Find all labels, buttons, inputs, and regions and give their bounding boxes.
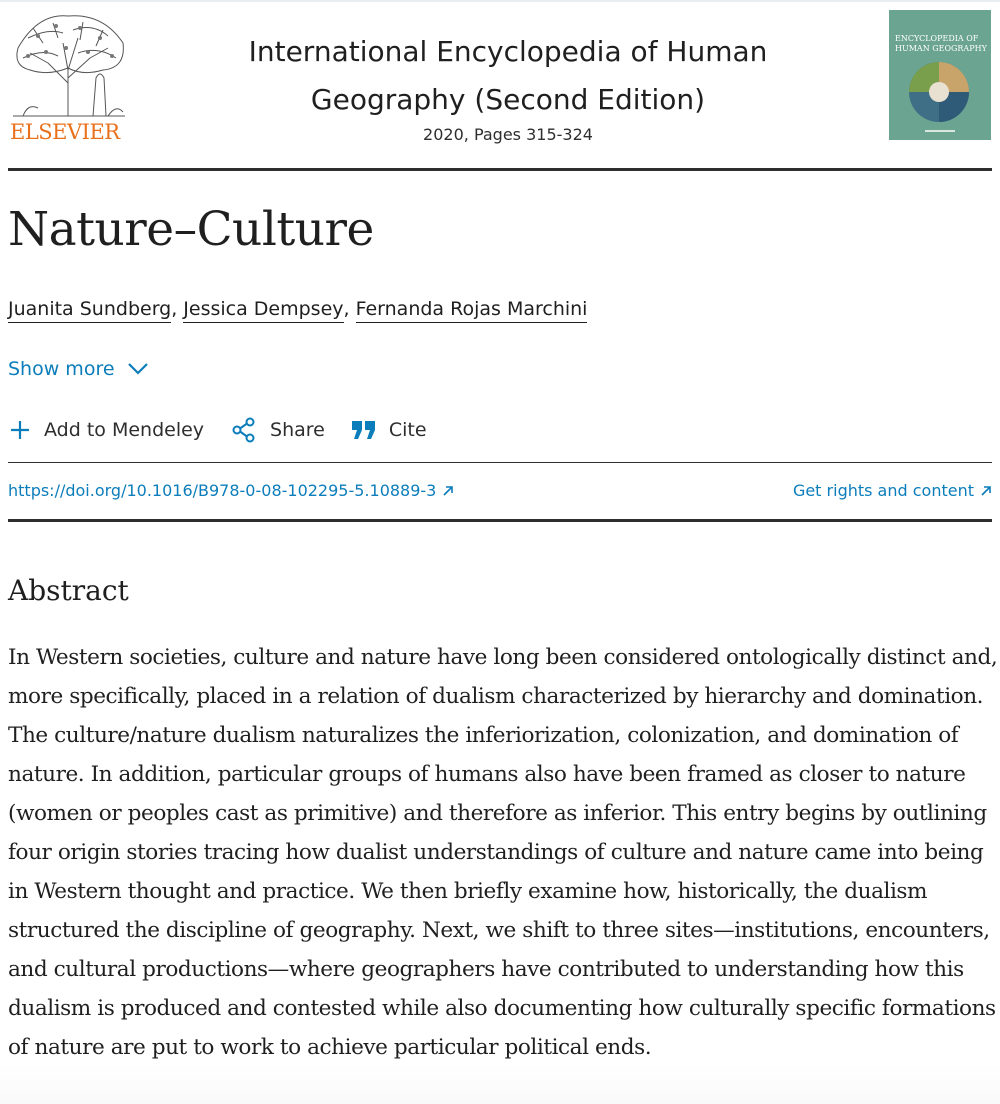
author-list [8,298,587,320]
links-divider [8,519,992,522]
show-more-label: Show more [8,358,115,380]
abstract-text: In Western societies, culture and nature have long been considered ontologically distinct and, more specifically, placed in a relation of dualism characterized by hierarchy and domination. The culture/nature dualism naturalizes the inferiorization, colonization, and domination of nature. In addition, particular groups of humans also have been framed as closer to nature (women or peoples cast as primitive) and therefore as inferior. This entry begins by outlining four origin stories tracing how dualist understandings of culture and nature came into being in Western thought and practice. We then briefly examine how, historically, the dualism structured the discipline of geography. Next, we shift to three sites—institutions, encounters, and cultural productions—where geographers have contributed to understanding how this dualism is produced and contested while also documenting how culturally specific formations of nature are put to work to achieve particular political ends. [8,645,998,1060]
journal-cover-image[interactable] [889,10,991,140]
cite-button[interactable] [351,419,427,441]
header-divider [8,168,992,171]
cover-globe-icon [889,10,991,140]
get-rights-link[interactable] [793,481,992,500]
mendeley-label: Add to Mendeley [44,419,205,441]
tree-icon [8,8,130,120]
bottom-fade-overlay [0,1064,1000,1104]
author-link-rojas-marchini[interactable]: Fernanda Rojas Marchini [356,298,588,323]
author-link-sundberg[interactable]: Juanita Sundberg [8,298,171,323]
external-link-icon [442,485,454,497]
doi-text: https://doi.org/10.1016/B978-0-08-102295-5.10889-3 [8,481,437,500]
toolbar-divider [8,462,992,463]
add-to-mendeley-button[interactable] [8,418,204,442]
cite-label: Cite [388,419,427,441]
share-icon [230,416,258,444]
author-separator: , [171,298,178,320]
share-label: Share [270,419,325,441]
plus-icon [8,418,32,442]
author-separator: , [343,298,350,320]
chevron-down-icon [127,362,149,376]
top-border [0,0,1000,2]
article-toolbar [8,416,453,444]
elsevier-logo[interactable] [8,8,130,142]
external-link-icon [980,485,992,497]
article-title: Nature–Culture [8,202,374,257]
rights-text: Get rights and content [792,481,974,500]
journal-meta: 2020, Pages 315-324 [423,125,593,144]
journal-title[interactable]: International Encyclopedia of Human Geography (Second Edition) [248,35,768,116]
abstract-heading: Abstract [8,574,129,607]
show-more-button[interactable] [8,358,149,380]
quote-icon [351,419,377,441]
share-button[interactable] [230,416,325,444]
cover-title: ENCYCLOPEDIA OF HUMAN GEOGRAPHY [895,34,987,53]
elsevier-wordmark: ELSEVIER [10,120,120,144]
doi-link[interactable] [8,481,454,500]
author-link-dempsey[interactable]: Jessica Dempsey [183,298,343,323]
publication-header [8,8,992,168]
